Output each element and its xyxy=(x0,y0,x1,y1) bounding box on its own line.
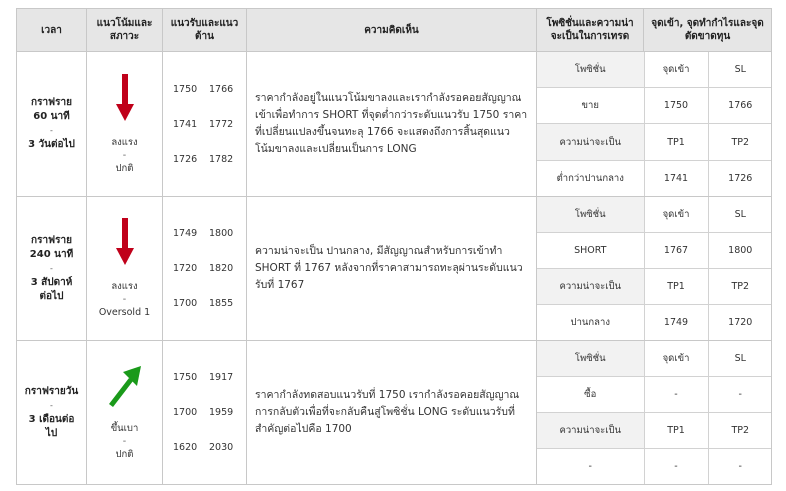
tp1-label: TP1 xyxy=(644,268,708,304)
table-row xyxy=(17,341,772,485)
resistance-level: 1959 xyxy=(209,407,234,418)
header-period: เวลา xyxy=(17,9,87,52)
trend-separator: - xyxy=(122,294,127,305)
trade-grid xyxy=(537,52,772,196)
level-pair xyxy=(163,286,246,321)
period-line: ต่อไป xyxy=(39,290,64,302)
sl-value: 1800 xyxy=(708,232,772,268)
levels-cell xyxy=(163,52,247,197)
probability-value: - xyxy=(537,448,644,484)
period-line: กราฟรายวัน xyxy=(24,385,79,397)
header-position: โพซิชั่นและความน่าจะเป็นในการเทรด xyxy=(537,9,644,52)
trend-strength: ลงแรง xyxy=(111,136,138,148)
trade-grid-cell xyxy=(537,52,772,197)
period-line: 3 สัปดาห์ xyxy=(30,276,73,288)
levels-cell xyxy=(163,197,247,341)
level-pair xyxy=(163,216,246,251)
position-label: โพซิชั่น xyxy=(537,197,644,232)
trend-strength: ขึ้นเบา xyxy=(110,423,139,434)
support-level: 1620 xyxy=(173,442,198,453)
levels-cell xyxy=(163,341,247,485)
sl-label: SL xyxy=(708,197,772,232)
probability-label: ความน่าจะเป็น xyxy=(537,124,644,160)
level-pair xyxy=(163,72,246,107)
tp1-value: 1749 xyxy=(644,304,708,340)
resistance-level: 1820 xyxy=(209,263,234,274)
trend-condition: Oversold 1 xyxy=(98,307,151,318)
support-level: 1720 xyxy=(173,263,198,274)
trend-condition: ปกติ xyxy=(115,449,134,460)
header-entry: จุดเข้า, จุดทำกำไรและจุดตัดขาดทุน xyxy=(644,9,772,52)
table-row xyxy=(17,52,772,197)
support-level: 1749 xyxy=(173,228,198,239)
forecast-table-container xyxy=(16,8,771,485)
level-pair xyxy=(163,360,246,395)
support-level: 1700 xyxy=(173,298,198,309)
period-line: กราฟราย xyxy=(31,97,72,108)
entry-label: จุดเข้า xyxy=(644,197,708,232)
probability-label: ความน่าจะเป็น xyxy=(537,412,644,448)
level-pair xyxy=(163,107,246,142)
support-level: 1741 xyxy=(173,118,198,130)
level-pair xyxy=(163,251,246,286)
period-line: 60 นาที xyxy=(33,111,70,122)
period-cell xyxy=(17,341,87,485)
level-pair xyxy=(163,395,246,430)
tp1-label: TP1 xyxy=(644,124,708,160)
period-cell xyxy=(17,197,87,341)
resistance-level: 1766 xyxy=(209,83,234,95)
trend-separator: - xyxy=(122,436,127,447)
trade-grid xyxy=(537,197,772,340)
probability-label: ความน่าจะเป็น xyxy=(537,268,644,304)
tp2-value: 1720 xyxy=(728,316,753,328)
entry-value: 1767 xyxy=(644,232,708,268)
period-separator: - xyxy=(50,126,53,135)
position-value: SHORT xyxy=(537,232,644,268)
entry-value: 1750 xyxy=(644,88,708,124)
entry-value: - xyxy=(644,376,708,412)
sl-value: - xyxy=(708,376,772,412)
header-trend: แนวโน้มและสภาวะ xyxy=(87,9,163,52)
sl-label: SL xyxy=(708,341,772,376)
trend-strength: ลงแรง xyxy=(111,281,138,292)
sl-value: 1766 xyxy=(708,88,772,124)
resistance-level: 1800 xyxy=(209,228,234,239)
comment-cell: ความน่าจะเป็น ปานกลาง, มีสัญญาณสำหรับการเข้าทำ SHORT ที่ 1767 หลังจากที่ราคาสามารถทะลุผ่านระดับแนวรับที่ 1767 xyxy=(247,197,537,341)
period-line: 3 เดือนต่อ xyxy=(28,413,75,425)
resistance-level: 1782 xyxy=(209,153,234,165)
position-value: ขาย xyxy=(537,88,644,124)
down-arrow-icon xyxy=(115,74,135,122)
tp2-label: TP2 xyxy=(708,268,772,304)
tp1-value: 1741 xyxy=(644,160,708,196)
support-level: 1700 xyxy=(173,407,198,418)
tp1-label: TP1 xyxy=(644,412,708,448)
trend-cell xyxy=(87,341,163,485)
tp2-value: - xyxy=(738,460,742,472)
trade-grid-cell xyxy=(537,197,772,341)
tp2-value: 1726 xyxy=(728,172,753,184)
period-line: กราฟราย xyxy=(31,234,72,246)
position-label: โพซิชั่น xyxy=(537,341,644,376)
period-line: 240 นาที xyxy=(29,248,74,260)
support-level: 1750 xyxy=(173,83,198,95)
probability-value: ปานกลาง xyxy=(537,304,644,340)
up-right-arrow-icon xyxy=(105,364,145,408)
tp2-label: TP2 xyxy=(708,124,772,160)
trend-cell xyxy=(87,197,163,341)
resistance-level: 1917 xyxy=(209,372,234,383)
header-levels: แนวรับและแนวต้าน xyxy=(163,9,247,52)
trend-cell xyxy=(87,52,163,197)
level-pair xyxy=(163,430,246,465)
entry-label: จุดเข้า xyxy=(644,341,708,376)
forecast-table xyxy=(16,8,772,485)
header-row xyxy=(17,9,772,52)
resistance-level: 2030 xyxy=(209,442,234,453)
comment-cell: ราคากำลังอยู่ในแนวโน้มขาลงและเรากำลังรอคอยสัญญาณเข้าเพื่อทำการ SHORT ที่จุดต่ำกว่าระดับแนวรับ 1750 ราคาที่เปลี่ยนแปลงขึ้นจนทะลุ 1766 จะแสดงถึงการสิ้นสุดแนวโน้มขาลงและเปลี่ยนเป็นการ LONG xyxy=(247,52,537,197)
resistance-level: 1772 xyxy=(209,118,234,130)
table-row xyxy=(17,197,772,341)
support-level: 1750 xyxy=(173,372,198,383)
period-separator: - xyxy=(50,400,53,410)
level-pair xyxy=(163,142,246,177)
entry-label: จุดเข้า xyxy=(644,52,708,88)
period-cell xyxy=(17,52,87,197)
position-label: โพซิชั่น xyxy=(537,52,644,88)
support-level: 1726 xyxy=(173,153,198,165)
tp2-label: TP2 xyxy=(708,412,772,448)
trend-separator: - xyxy=(122,149,127,161)
tp1-value: - xyxy=(644,448,708,484)
period-line: ไป xyxy=(45,427,58,439)
probability-value: ต่ำกว่าปานกลาง xyxy=(537,160,644,196)
header-comment: ความคิดเห็น xyxy=(247,9,537,52)
resistance-level: 1855 xyxy=(209,298,234,309)
trade-grid xyxy=(537,341,772,484)
comment-cell: ราคากำลังทดสอบแนวรับที่ 1750 เรากำลังรอคอยสัญญาณการกลับตัวเพื่อที่จะกลับคืนสู่โพซิชั่น LONG ระดับแนวรับที่สำคัญต่อไปคือ 1700 xyxy=(247,341,537,485)
position-value: ซื้อ xyxy=(537,376,644,412)
trade-grid-cell xyxy=(537,341,772,485)
period-line: 3 วันต่อไป xyxy=(28,139,75,150)
sl-label: SL xyxy=(708,52,772,88)
trend-condition: ปกติ xyxy=(115,162,134,174)
down-arrow-icon xyxy=(115,218,135,266)
period-separator: - xyxy=(50,263,53,273)
